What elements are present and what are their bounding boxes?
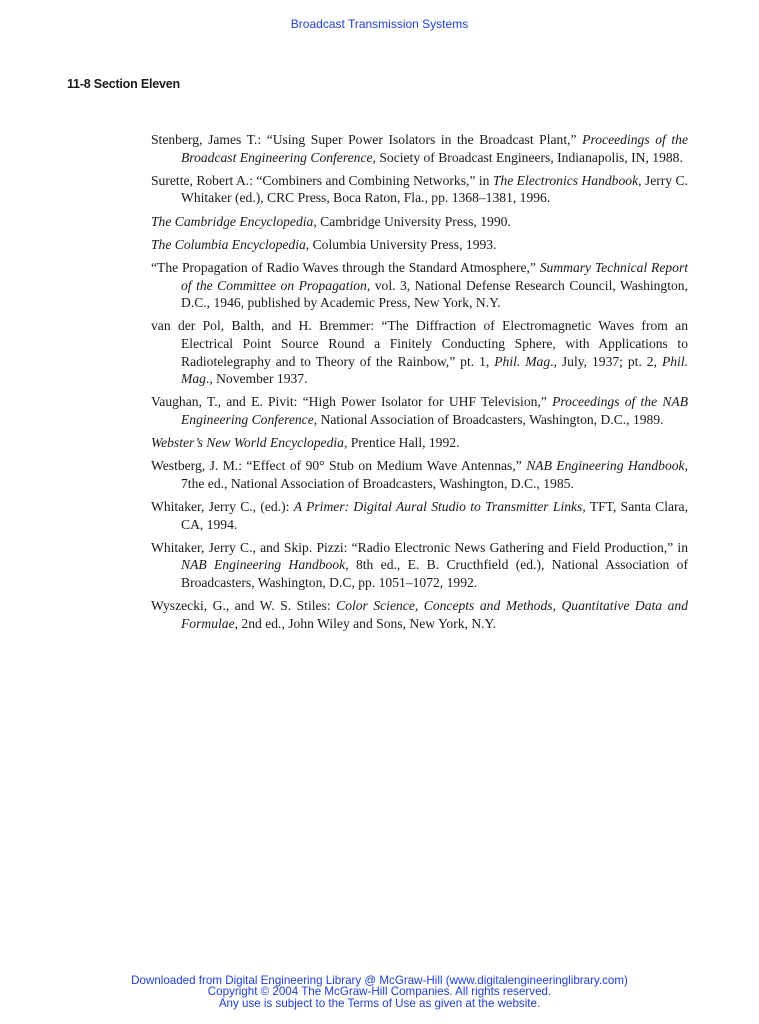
reference-text: , 2nd ed., John Wiley and Sons, New York, N.Y. xyxy=(234,615,497,631)
reference-item xyxy=(151,213,688,231)
reference-title: Phil. Mag xyxy=(494,353,551,369)
reference-text: Stenberg, James T.: “Using Super Power Isolators in the Broadcast Plant,” xyxy=(151,132,583,147)
reference-title: The Columbia Encyclopedia xyxy=(151,236,306,252)
reference-text: Surette, Robert A.: “Combiners and Combining Networks,” in xyxy=(151,172,493,188)
reference-text: ., July, 1937; pt. 2, xyxy=(550,353,662,369)
footer-copyright-link[interactable]: Copyright © 2004 The McGraw-Hill Companies. All rights reserved. xyxy=(207,985,552,999)
reference-text: ., November 1937. xyxy=(205,371,308,387)
reference-item xyxy=(151,539,688,592)
running-header-link[interactable]: Broadcast Transmission Systems xyxy=(290,17,469,31)
reference-title: Summary Technical Report of the Committee on Propagation xyxy=(181,259,689,293)
reference-text: , 7the ed., National Association of Broadcasters, Washington, D.C., 1985. xyxy=(181,458,688,491)
reference-text: Westberg, J. M.: “Effect of 90° Stub on Medium Wave Antennas,” xyxy=(151,458,527,474)
reference-list xyxy=(151,131,688,638)
reference-text: Whitaker, Jerry C., (ed.): xyxy=(151,499,294,515)
reference-text: , Columbia University Press, 1993. xyxy=(305,236,497,252)
reference-item xyxy=(151,131,688,166)
reference-item xyxy=(151,393,688,428)
reference-text: Whitaker, Jerry C., and Skip. Pizzi: “Radio Electronic News Gathering and Field Production,” in xyxy=(151,539,688,555)
reference-text: Vaughan, T., and E. Pivit: “High Power Isolator for UHF Television,” xyxy=(151,394,553,410)
reference-text: “The Propagation of Radio Waves through the Standard Atmosphere,” xyxy=(151,259,540,275)
reference-item xyxy=(151,434,688,452)
reference-text: Society of Broadcast Engineers, Indianapolis, IN, 1988. xyxy=(375,149,683,165)
reference-text: , TFT, Santa Clara, CA, 1994. xyxy=(181,499,688,532)
reference-item xyxy=(151,498,688,533)
reference-title: A Primer: Digital Aural Studio to Transmitter Links xyxy=(293,499,583,515)
reference-title: NAB Engineering Handbook xyxy=(526,458,685,474)
reference-item xyxy=(151,457,688,492)
reference-title: Proceedings of the Broadcast Engineering Conference, xyxy=(181,132,688,165)
reference-title: Webster’s New World Encyclopedia xyxy=(151,435,344,451)
reference-title: The Electronics Handbook xyxy=(492,172,639,188)
reference-title: Proceedings of the NAB Engineering Conference xyxy=(181,394,688,427)
reference-item xyxy=(151,236,688,254)
reference-text: , Prentice Hall, 1992. xyxy=(343,435,460,451)
reference-title: NAB Engineering Handbook xyxy=(181,557,346,573)
reference-text: , Jerry C. Whitaker (ed.), CRC Press, Boca Raton, Fla., pp. 1368–1381, 1996. xyxy=(181,172,688,206)
reference-text: , 8th ed., E. B. Cructhfield (ed.), National Association of Broadcasters, Washington, D.C, pp. 1051–1072, 1992. xyxy=(181,557,688,590)
reference-text: van der Pol, Balth, and H. Bremmer: “The Diffraction of Electromagnetic Waves from an Electrical Point Source Round a Finitely Conducting Sphere, with Applications to Radiotelegraphy and to Theory of the Rainbow,” pt. 1, xyxy=(151,318,688,369)
reference-text: , Cambridge University Press, 1990. xyxy=(313,213,511,229)
reference-text: Wyszecki, G., and W. S. Stiles: xyxy=(151,598,337,614)
footer-terms-link[interactable]: Any use is subject to the Terms of Use as given at the website. xyxy=(218,996,541,1010)
download-footer xyxy=(0,975,759,1009)
footer-download-link[interactable]: Downloaded from Digital Engineering Library @ McGraw-Hill (www.digitalengineeringlibrary.com) xyxy=(131,974,628,987)
page-section-header: 11-8 Section Eleven xyxy=(67,77,180,91)
reference-item xyxy=(151,597,688,632)
reference-title: Color Science, Concepts and Methods, Quantitative Data and Formulae xyxy=(181,598,688,631)
reference-item xyxy=(151,259,688,312)
reference-title: The Cambridge Encyclopedia xyxy=(151,213,314,229)
reference-title: Phil. Mag xyxy=(181,353,688,387)
reference-text: , vol. 3, National Defense Research Council, Washington, D.C., 1946, published by Academic Press, New York, N.Y. xyxy=(181,277,689,311)
reference-item xyxy=(151,172,688,207)
reference-item xyxy=(151,317,688,387)
reference-text: , National Association of Broadcasters, Washington, D.C., 1989. xyxy=(313,411,664,427)
